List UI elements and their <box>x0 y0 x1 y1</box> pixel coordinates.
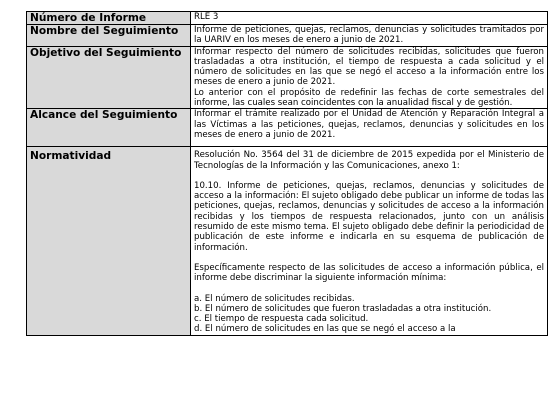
normatividad-list-item: d. El número de solicitudes en las que se negó el acceso a la <box>194 324 456 335</box>
value-objetivo-seguimiento <box>191 46 548 109</box>
alcance-paragraph: Informar el trámite realizado por el Unidad de Atención y Reparación Integral a las Víctimas a las peticiones, quejas, reclamos, denuncias y solicitudes en los meses de enero a junio de 2021. <box>194 109 544 140</box>
label-objetivo-seguimiento: Objetivo del Seguimiento <box>27 46 191 109</box>
objetivo-paragraph-2: Lo anterior con el propósito de redefinir las fechas de corte semestrales del informe, las cuales sean coincidentes con la anualidad fiscal y de gestión. <box>194 87 544 109</box>
label-normatividad: Normatividad <box>27 147 191 335</box>
objetivo-paragraph-1: Informar respecto del número de solicitudes recibidas, solicitudes que fueron trasladadas a otra institución, el tiempo de respuesta a cada solicitud y el número de solicitudes en las que se negó el acceso a la información entre los meses de enero a junio de 2021. <box>194 46 544 88</box>
label-alcance-seguimiento: Alcance del Seguimiento <box>27 109 191 147</box>
row-numero-informe <box>27 12 548 25</box>
normatividad-paragraph-3: Específicamente respecto de las solicitudes de acceso a información pública, el informe debe discriminar la siguiente información mínima: <box>194 262 544 284</box>
report-table <box>26 11 548 336</box>
label-numero-informe: Número de Informe <box>27 12 191 25</box>
value-normatividad <box>191 147 548 335</box>
row-alcance-seguimiento <box>27 109 548 147</box>
value-nombre-seguimiento: Informe de peticiones, quejas, reclamos, denuncias y solicitudes tramitados por la UARIV en los meses de enero a junio de 2021. <box>191 25 548 47</box>
normatividad-list-item: b. El número de solicitudes que fueron trasladadas a otra institución. <box>194 303 492 314</box>
label-nombre-seguimiento: Nombre del Seguimiento <box>27 25 191 47</box>
row-normatividad <box>27 147 548 335</box>
row-nombre-seguimiento <box>27 25 548 47</box>
normatividad-list-item: a. El número de solicitudes recibidas. <box>194 293 355 304</box>
value-numero-informe: RLE 3 <box>191 12 548 25</box>
row-objetivo-seguimiento <box>27 46 548 109</box>
value-alcance-seguimiento <box>191 109 548 147</box>
normatividad-paragraph-2: 10.10. Informe de peticiones, quejas, reclamos, denuncias y solicitudes de acceso a la información: El sujeto obligado debe publicar un informe de todas las peticiones, quejas, reclamos, denuncias y solicitudes de acceso a la información recibidas y los tiempos de respuesta relacionados, junto con un análisis resumido de este mismo tema. El sujeto obligado debe definir la periodicidad de publicación de este informe e indicarla en su esquema de publicación de información. <box>194 180 544 253</box>
normatividad-paragraph-1: Resolución No. 3564 del 31 de diciembre de 2015 expedida por el Ministerio de Tecnologías de la Información y las Comunicaciones, anexo 1: <box>194 150 544 171</box>
normatividad-list-item: c. El tiempo de respuesta cada solicitud. <box>194 314 369 325</box>
